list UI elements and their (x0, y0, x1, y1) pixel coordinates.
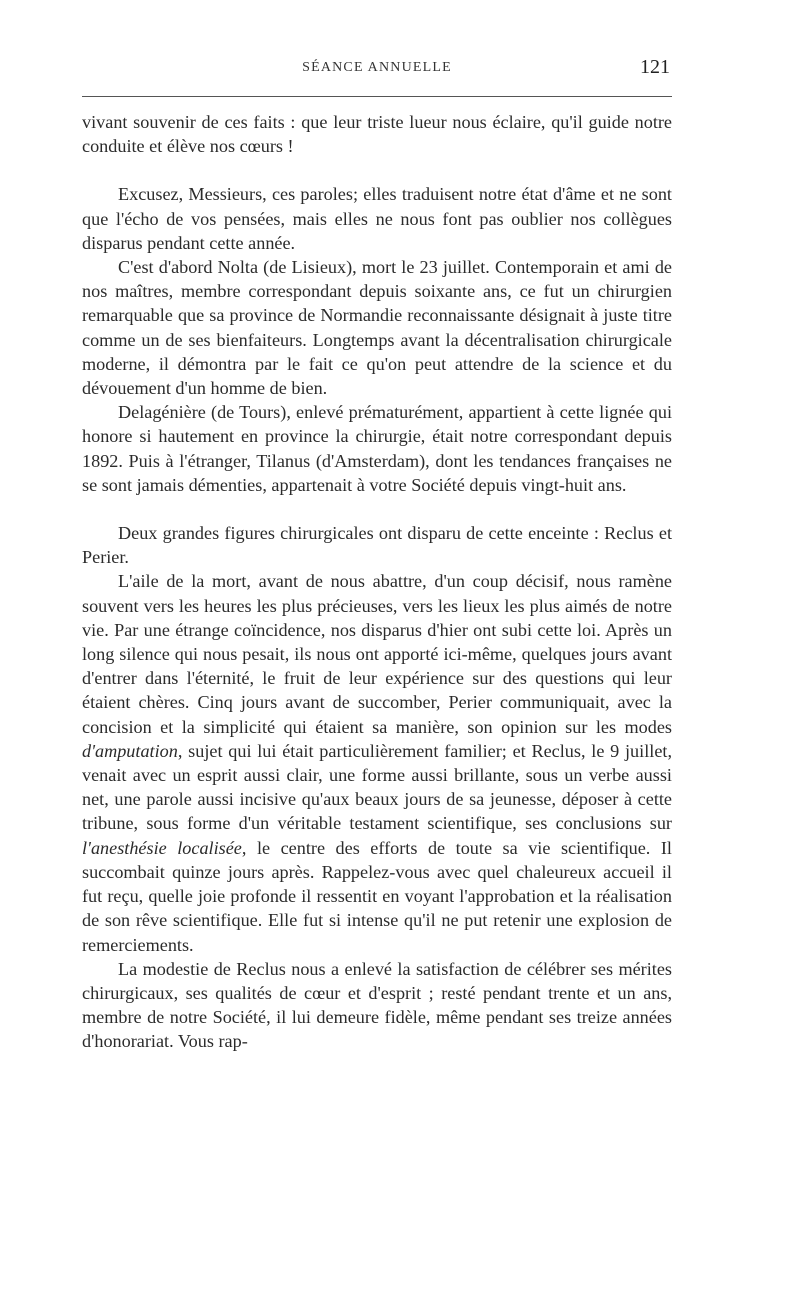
paragraph-6-text-a: L'aile de la mort, avant de nous abattre, d'un coup décisif, nous ramène souvent vers les heures les plus précieuses, vers les lieux les plus aimés de notre vie. Par une étrange coïncidence, nos disparus d'hier ont subi cette loi. Après un long silence qui nous pesait, ils nous ont apporté ici-même, quelques jours avant d'entrer dans l'éternité, le fruit de leur expérience sur des questions qui leur étaient chères. Cinq jours avant de succomber, Perier communiquait, avec la concision et la simplicité qui étaient sa manière, son opinion sur les modes (82, 571, 672, 737)
paragraph-6 (82, 569, 672, 956)
page-number: 121 (640, 56, 670, 78)
paragraph-2 (82, 182, 672, 255)
paragraph-5 (82, 521, 672, 569)
paragraph-7-text: La modestie de Reclus nous a enlevé la satisfaction de célébrer ses mérites chirurgicaux, ses qualités de cœur et d'esprit ; resté pendant trente et un ans, membre de notre Société, il lui demeure fidèle, même pendant ses treize années d'honorariat. Vous rap- (82, 958, 672, 1052)
paragraph-2-text: Excusez, Messieurs, ces paroles; elles traduisent notre état d'âme et ne sont que l'écho de vos pensées, mais elles ne nous font pas oublier nos collègues disparus pendant cette année. (82, 184, 672, 253)
paragraph-4-text: Delagénière (de Tours), enlevé prématurément, appartient à cette lignée qui honore si hautement en province la chirurgie, était notre correspondant depuis 1892. Puis à l'étranger, Tilanus (d'Amsterdam), dont les tendances françaises ne se sont jamais démenties, appartenait à votre Société depuis vingt-huit ans. (82, 402, 672, 495)
paragraph-7 (82, 957, 672, 1054)
paragraph-1-text: vivant souvenir de ces faits : que leur triste lueur nous éclaire, qu'il guide notre conduite et élève nos cœurs ! (82, 112, 672, 157)
header-rule (82, 96, 672, 97)
paragraph-6-italic-anesthesie: l'anesthésie localisée (82, 837, 242, 858)
paragraph-1 (82, 110, 672, 158)
paragraph-5-text: Deux grandes figures chirurgicales ont disparu de cette enceinte : Reclus et Perier. (82, 523, 672, 568)
paragraph-4 (82, 400, 672, 497)
paragraph-3 (82, 255, 672, 400)
paragraph-6-text-b: , sujet qui lui était particulièrement familier; et Reclus, le 9 juillet, venait avec un esprit aussi clair, une forme aussi brillante, sous un verbe aussi net, une parole aussi incisive qu'aux beaux jours de sa jeunesse, déposer à cette tribune, sous forme d'un véritable testament scientifique, ses conclusions sur (82, 740, 672, 834)
paragraph-6-text-c: , le centre des efforts de toute sa vie scientifique. Il succombait quinze jours après. Rappelez-vous avec quel chaleureux accueil il fut reçu, quelle joie profonde il ressentit en voyant l'approbation et la réalisation de son rêve scientifique. Elle fut si intense qu'il ne put retenir une explosion de remerciements. (82, 837, 672, 955)
running-title: SÉANCE ANNUELLE (302, 60, 452, 75)
paragraph-3-text: C'est d'abord Nolta (de Lisieux), mort le 23 juillet. Contemporain et ami de nos maîtres, membre correspondant depuis soixante ans, ce fut un chirurgien remarquable que sa province de Normandie reconnaissante désignait à juste titre comme un de ses bienfaiteurs. Longtemps avant la décentralisation chirurgicale moderne, il démontra par le fait ce qu'on peut attendre de la science et du dévouement d'un homme de bien. (82, 257, 672, 399)
paragraph-6-italic-amputation: d'amputation (82, 740, 178, 761)
body-text (82, 110, 672, 1054)
page-header (82, 58, 672, 86)
